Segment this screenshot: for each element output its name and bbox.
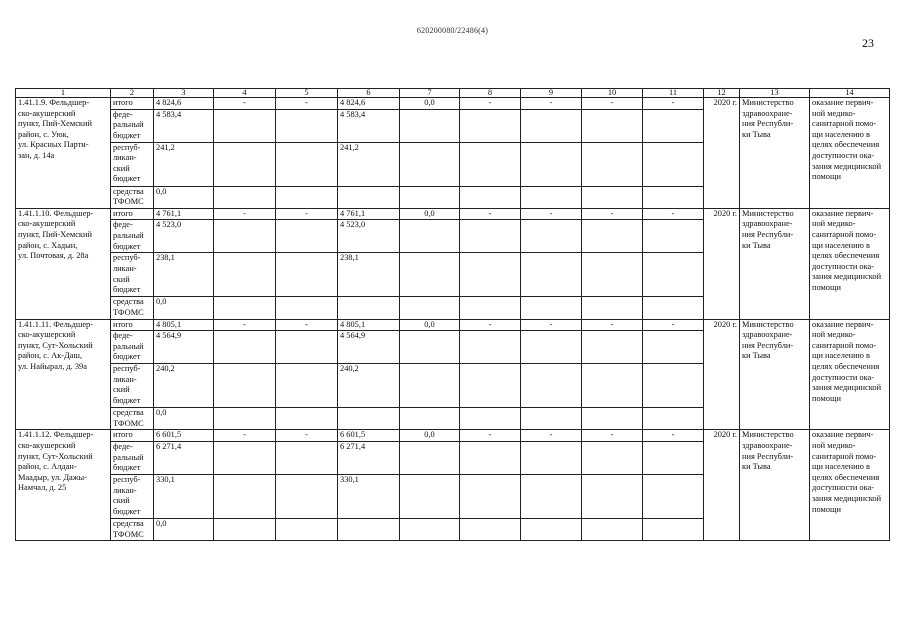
value-col10 — [582, 186, 643, 208]
column-number-7: 7 — [400, 89, 460, 98]
column-number-13: 13 — [740, 89, 810, 98]
project-goal: оказание первич- ной медико- санитарной помо- щи населению в целях обеспечения доступности ока- зания медицинской помощи — [810, 208, 890, 319]
amount-total-col3: 6 271,4 — [154, 441, 214, 474]
value-col11 — [643, 408, 704, 430]
value-col4 — [214, 408, 276, 430]
value-col11 — [643, 518, 704, 540]
value-col9 — [521, 220, 582, 253]
column-number-10: 10 — [582, 89, 643, 98]
amount-total-col3: 6 601,5 — [154, 430, 214, 442]
value-col11 — [643, 220, 704, 253]
value-col9: - — [521, 319, 582, 331]
value-col8 — [460, 364, 521, 408]
amount-total-col3: 4 523,0 — [154, 220, 214, 253]
value-col7 — [400, 142, 460, 186]
value-col6: 241,2 — [338, 142, 400, 186]
completion-year: 2020 г. — [704, 319, 740, 430]
value-col5: - — [276, 208, 338, 220]
value-col10: - — [582, 208, 643, 220]
column-number-4: 4 — [214, 89, 276, 98]
value-col10 — [582, 253, 643, 297]
value-col7: 0,0 — [400, 208, 460, 220]
value-col7 — [400, 297, 460, 319]
table-row — [16, 208, 890, 220]
value-col8 — [460, 253, 521, 297]
funding-source-label: феде- ральный бюджет — [111, 220, 154, 253]
amount-total-col3: 4 564,9 — [154, 331, 214, 364]
project-goal: оказание первич- ной медико- санитарной помо- щи населению в целях обеспечения доступности ока- зания медицинской помощи — [810, 430, 890, 541]
completion-year: 2020 г. — [704, 208, 740, 319]
value-col7 — [400, 364, 460, 408]
value-col5 — [276, 142, 338, 186]
amount-total-col3: 4 761,1 — [154, 208, 214, 220]
value-col10 — [582, 220, 643, 253]
value-col9 — [521, 474, 582, 518]
value-col4 — [214, 109, 276, 142]
column-number-14: 14 — [810, 89, 890, 98]
value-col5 — [276, 441, 338, 474]
value-col6: 4 583,4 — [338, 109, 400, 142]
value-col9 — [521, 142, 582, 186]
funding-source-label: респуб- ликан- ский бюджет — [111, 253, 154, 297]
value-col9 — [521, 109, 582, 142]
value-col8 — [460, 331, 521, 364]
value-col8 — [460, 142, 521, 186]
value-col5 — [276, 220, 338, 253]
value-col4: - — [214, 98, 276, 110]
value-col4 — [214, 142, 276, 186]
value-col4 — [214, 518, 276, 540]
value-col4 — [214, 186, 276, 208]
column-number-11: 11 — [643, 89, 704, 98]
value-col6 — [338, 518, 400, 540]
object-name: 1.41.1.12. Фельдшер- ско-акушерский пункт, Сут-Хольский район, с. Алдан- Маадыр, ул. Дажы- Намчал, д. 25 — [16, 430, 111, 541]
value-col5: - — [276, 319, 338, 331]
value-col11: - — [643, 319, 704, 331]
funding-source-label: феде- ральный бюджет — [111, 441, 154, 474]
column-number-6: 6 — [338, 89, 400, 98]
value-col4 — [214, 474, 276, 518]
value-col4: - — [214, 208, 276, 220]
value-col5 — [276, 109, 338, 142]
value-col8 — [460, 297, 521, 319]
value-col11 — [643, 253, 704, 297]
value-col8 — [460, 518, 521, 540]
value-col6: 4 761,1 — [338, 208, 400, 220]
value-col5 — [276, 518, 338, 540]
column-number-2: 2 — [111, 89, 154, 98]
column-number-5: 5 — [276, 89, 338, 98]
column-number-8: 8 — [460, 89, 521, 98]
value-col8 — [460, 441, 521, 474]
amount-total-col3: 241,2 — [154, 142, 214, 186]
funding-source-label: феде- ральный бюджет — [111, 109, 154, 142]
value-col8 — [460, 186, 521, 208]
funding-source-label: респуб- ликан- ский бюджет — [111, 474, 154, 518]
value-col11: - — [643, 430, 704, 442]
value-col8: - — [460, 430, 521, 442]
value-col11 — [643, 364, 704, 408]
column-number-row — [16, 89, 890, 98]
value-col11 — [643, 142, 704, 186]
responsible-org: Министерство здравоохране- ния Республи- ки Тыва — [740, 98, 810, 209]
responsible-org: Министерство здравоохране- ния Республи- ки Тыва — [740, 430, 810, 541]
value-col6: 238,1 — [338, 253, 400, 297]
value-col8: - — [460, 319, 521, 331]
funding-source-label: итого — [111, 98, 154, 110]
value-col5 — [276, 297, 338, 319]
value-col11 — [643, 186, 704, 208]
value-col6 — [338, 297, 400, 319]
value-col10 — [582, 297, 643, 319]
amount-total-col3: 4 824,6 — [154, 98, 214, 110]
object-name: 1.41.1.9. Фельдшер- ско-акушерский пункт, Пий-Хемский район, с. Уюк, ул. Красных Парти- зан, д. 14а — [16, 98, 111, 209]
value-col8 — [460, 220, 521, 253]
page-number: 23 — [862, 36, 874, 50]
value-col4 — [214, 331, 276, 364]
value-col11: - — [643, 208, 704, 220]
value-col4: - — [214, 430, 276, 442]
value-col5 — [276, 331, 338, 364]
column-number-3: 3 — [154, 89, 214, 98]
value-col4 — [214, 441, 276, 474]
value-col9 — [521, 441, 582, 474]
value-col10 — [582, 109, 643, 142]
value-col6: 6 601,5 — [338, 430, 400, 442]
value-col10: - — [582, 430, 643, 442]
value-col7 — [400, 220, 460, 253]
responsible-org: Министерство здравоохране- ния Республи- ки Тыва — [740, 319, 810, 430]
value-col7: 0,0 — [400, 319, 460, 331]
value-col7: 0,0 — [400, 430, 460, 442]
value-col7 — [400, 441, 460, 474]
funding-source-label: итого — [111, 208, 154, 220]
value-col11 — [643, 474, 704, 518]
value-col5 — [276, 186, 338, 208]
value-col9: - — [521, 98, 582, 110]
value-col6: 4 564,9 — [338, 331, 400, 364]
value-col6: 240,2 — [338, 364, 400, 408]
value-col7: 0,0 — [400, 98, 460, 110]
value-col10 — [582, 518, 643, 540]
table-row — [16, 98, 890, 110]
amount-total-col3: 4 805,1 — [154, 319, 214, 331]
value-col10: - — [582, 319, 643, 331]
value-col7 — [400, 109, 460, 142]
value-col6: 4 824,6 — [338, 98, 400, 110]
value-col7 — [400, 186, 460, 208]
value-col9: - — [521, 208, 582, 220]
value-col10 — [582, 474, 643, 518]
value-col7 — [400, 253, 460, 297]
column-number-12: 12 — [704, 89, 740, 98]
value-col8 — [460, 109, 521, 142]
amount-total-col3: 0,0 — [154, 297, 214, 319]
amount-total-col3: 330,1 — [154, 474, 214, 518]
value-col5: - — [276, 430, 338, 442]
amount-total-col3: 240,2 — [154, 364, 214, 408]
amount-total-col3: 0,0 — [154, 408, 214, 430]
value-col8: - — [460, 208, 521, 220]
value-col8: - — [460, 98, 521, 110]
funding-source-label: феде- ральный бюджет — [111, 331, 154, 364]
value-col9 — [521, 331, 582, 364]
value-col9 — [521, 408, 582, 430]
value-col6: 4 523,0 — [338, 220, 400, 253]
value-col6: 6 271,4 — [338, 441, 400, 474]
value-col5: - — [276, 98, 338, 110]
funding-source-label: средства ТФОМС — [111, 297, 154, 319]
value-col11 — [643, 441, 704, 474]
value-col6 — [338, 408, 400, 430]
amount-total-col3: 4 583,4 — [154, 109, 214, 142]
value-col10 — [582, 441, 643, 474]
value-col10 — [582, 408, 643, 430]
value-col9 — [521, 297, 582, 319]
value-col6: 330,1 — [338, 474, 400, 518]
value-col11 — [643, 109, 704, 142]
column-number-1: 1 — [16, 89, 111, 98]
amount-total-col3: 0,0 — [154, 186, 214, 208]
value-col11 — [643, 331, 704, 364]
value-col7 — [400, 408, 460, 430]
funding-source-label: респуб- ликан- ский бюджет — [111, 142, 154, 186]
project-goal: оказание первич- ной медико- санитарной помо- щи населению в целях обеспечения доступности ока- зания медицинской помощи — [810, 98, 890, 209]
value-col6: 4 805,1 — [338, 319, 400, 331]
value-col9 — [521, 364, 582, 408]
value-col8 — [460, 474, 521, 518]
funding-source-label: итого — [111, 430, 154, 442]
value-col11: - — [643, 98, 704, 110]
value-col7 — [400, 331, 460, 364]
value-col10 — [582, 142, 643, 186]
value-col5 — [276, 364, 338, 408]
value-col10: - — [582, 98, 643, 110]
funding-source-label: респуб- ликан- ский бюджет — [111, 364, 154, 408]
completion-year: 2020 г. — [704, 98, 740, 209]
value-col4 — [214, 253, 276, 297]
table-row — [16, 319, 890, 331]
value-col4 — [214, 220, 276, 253]
value-col7 — [400, 474, 460, 518]
value-col9: - — [521, 430, 582, 442]
value-col8 — [460, 408, 521, 430]
responsible-org: Министерство здравоохране- ния Республи- ки Тыва — [740, 208, 810, 319]
value-col5 — [276, 408, 338, 430]
value-col9 — [521, 518, 582, 540]
funding-source-label: средства ТФОМС — [111, 408, 154, 430]
column-number-9: 9 — [521, 89, 582, 98]
value-col5 — [276, 474, 338, 518]
value-col4 — [214, 297, 276, 319]
value-col7 — [400, 518, 460, 540]
completion-year: 2020 г. — [704, 430, 740, 541]
funding-table — [15, 88, 890, 541]
value-col4: - — [214, 319, 276, 331]
funding-source-label: средства ТФОМС — [111, 186, 154, 208]
value-col6 — [338, 186, 400, 208]
value-col9 — [521, 253, 582, 297]
amount-total-col3: 0,0 — [154, 518, 214, 540]
value-col4 — [214, 364, 276, 408]
value-col5 — [276, 253, 338, 297]
document-id: 620200080/22486(4) — [416, 26, 489, 35]
amount-total-col3: 238,1 — [154, 253, 214, 297]
value-col11 — [643, 297, 704, 319]
funding-source-label: средства ТФОМС — [111, 518, 154, 540]
project-goal: оказание первич- ной медико- санитарной помо- щи населению в целях обеспечения доступности ока- зания медицинской помощи — [810, 319, 890, 430]
value-col10 — [582, 364, 643, 408]
table-row — [16, 430, 890, 442]
funding-source-label: итого — [111, 319, 154, 331]
object-name: 1.41.1.11. Фельдшер- ско-акушерский пункт, Сут-Хольский район, с. Ак-Даш, ул. Найырал, д. 39а — [16, 319, 111, 430]
value-col10 — [582, 331, 643, 364]
value-col9 — [521, 186, 582, 208]
object-name: 1.41.1.10. Фельдшер- ско-акушерский пункт, Пий-Хемский район, с. Хадын, ул. Почтовая, д. 28а — [16, 208, 111, 319]
